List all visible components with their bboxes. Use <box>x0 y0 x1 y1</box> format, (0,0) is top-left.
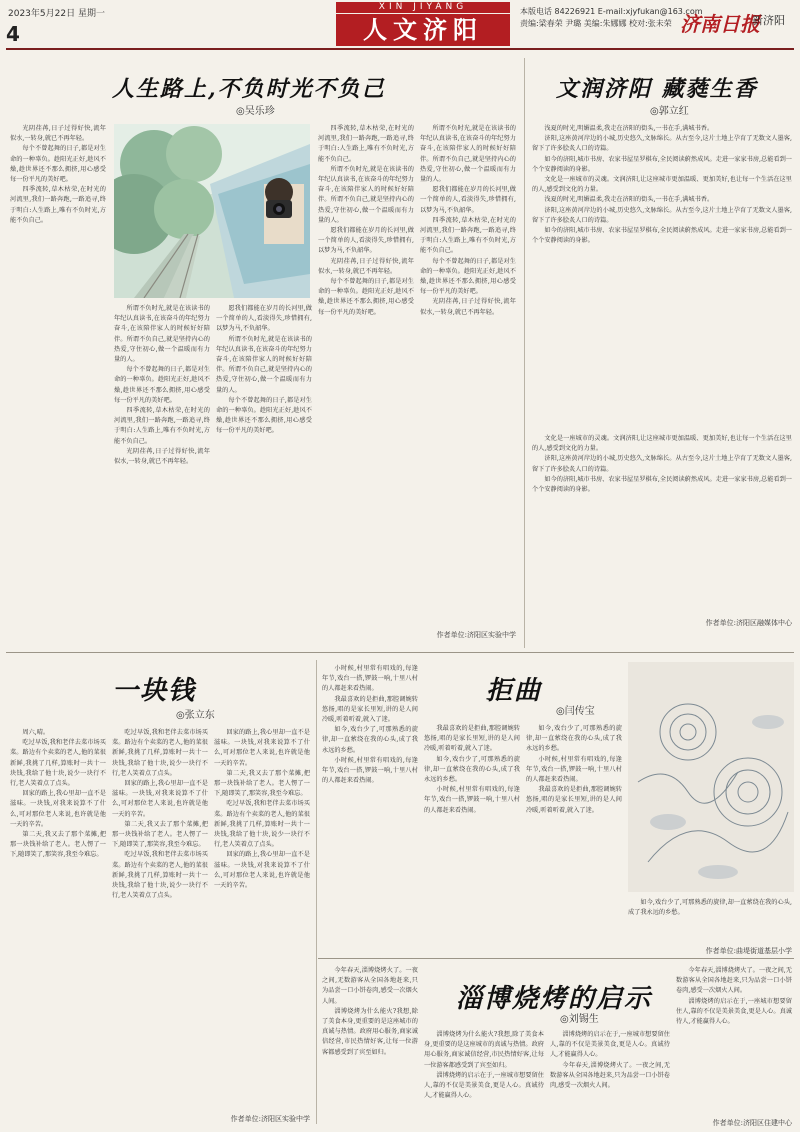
section-title: 人文济阳 <box>336 14 510 46</box>
article-3-col-2 <box>112 728 208 1118</box>
article-1-col-1 <box>10 124 106 644</box>
article-4-col-4 <box>628 898 792 944</box>
article-1-col-2 <box>114 304 210 644</box>
paragraph: 小时候,村里常有唱戏的,每逢年节,戏台一搭,锣鼓一响,十里八村的人都赶来看热闹。 <box>322 665 418 693</box>
hotline: 本版电话 84226921 E-mail:xjyfukan@163.com <box>520 7 703 16</box>
paragraph: 我最喜欢的是拒曲,那腔调婉转悠扬,唱的是家长里短,讲的是人间冷暖,听着听着,就入了迷。 <box>322 695 418 724</box>
paragraph: 如今的济阳,城市书房、农家书屋星罗棋布,全民阅读蔚然成风。走进一家家书房,总能看到一个个安静阅读的身影。 <box>532 155 792 173</box>
article-3-title: 一块钱 <box>112 676 197 706</box>
paragraph: 第二天,我又去了那个菜摊,把那一块钱补给了老人。老人愣了一下,随即笑了,那笑容,我至今难忘。 <box>214 769 310 798</box>
paragraph: 愿我们都能在岁月的长河里,做一个简单的人,看淡得失,珍惜拥有,以梦为马,不负韶华。 <box>216 305 312 333</box>
article-5-col-4 <box>676 966 792 1116</box>
newspaper-logo-sub: 新济阳 <box>752 14 785 27</box>
article-2-title: 文润济阳 藏蕤生香 <box>556 76 758 102</box>
paragraph: 今年春天,淄博烧烤火了。一夜之间,无数游客从全国各地赶来,只为品尝一口小饼卷肉,感受一次烟火人间。 <box>322 967 418 1005</box>
paragraph: 吃过早饭,我和老伴去菜市场买菜。路边有个卖菜的老人,他的菜很新鲜,我挑了几样,算账时一共十一块钱,我给了他十块,说少一块行不行,老人笑着点了点头。 <box>112 729 208 777</box>
article-4-title: 拒曲 <box>486 676 543 706</box>
newspaper-logo: 济南日报 <box>680 12 760 36</box>
paragraph: 如今,戏台少了,可那熟悉的旋律,却一直萦绕在我的心头,成了我永远的乡愁。 <box>424 755 520 784</box>
paragraph: 淄博烧烤为什么能火?我想,除了美食本身,更重要的是这座城市的真诚与热情。政府用心服务,商家诚信经营,市民热情好客,让每一位游客都感受到了宾至如归。 <box>424 1031 544 1069</box>
paragraph: 所谓不负时光,就是在该读书的年纪认真读书,在该奋斗的年纪努力奋斗,在该陪伴家人的时候好好陪伴。所谓不负自己,就是坚持内心的热爱,守住初心,做一个温暖而有力量的人。 <box>114 305 210 364</box>
paragraph: 第二天,我又去了那个菜摊,把那一块钱补给了老人。老人愣了一下,随即笑了,那笑容,我至今难忘。 <box>10 831 106 859</box>
paragraph: 浅夏的时光,明媚温柔,我走在济阳的街头,一书在手,满城书香。 <box>544 196 714 204</box>
column-divider <box>524 58 525 648</box>
contact-info <box>520 6 703 30</box>
paragraph: 吃过早饭,我和老伴去菜市场买菜。路边有个卖菜的老人,他的菜很新鲜,我挑了几样,算账时一共十一块钱,我给了他十块,说少一块行不行,老人笑着点了点头。 <box>112 851 208 900</box>
paragraph: 光阴荏苒,日子过得好快,流年似水,一转身,就已不再年轻。 <box>10 125 106 143</box>
article-4-author: ◎闫传宝 <box>556 706 595 717</box>
article-4-col-1 <box>322 664 418 944</box>
paragraph: 小时候,村里常有唱戏的,每逢年节,戏台一搭,锣鼓一响,十里八村的人都赶来看热闹。 <box>322 756 418 785</box>
paragraph: 淄博烧烤的启示在于,一座城市想要留住人,靠的不仅是美景美食,更是人心。真诚待人,才能赢得人心。 <box>676 997 792 1026</box>
flower-icon <box>628 662 794 892</box>
article-3-author: ◎张立东 <box>176 710 215 721</box>
article-1-col-5 <box>420 124 516 628</box>
paragraph: 每个不曾起舞的日子,都是对生命的一种辜负。趁阳光正好,趁风不燥,趁世界还不那么拥挤,用心感受每一份平凡的美好吧。 <box>114 366 210 404</box>
paragraph: 光阴荏苒,日子过得好快,流年似水,一转身,就已不再年轻。 <box>420 298 516 316</box>
article-5-author: ◎刘锡生 <box>560 1014 599 1025</box>
paragraph: 所谓不负时光,就是在该读书的年纪认真读书,在该奋斗的年纪努力奋斗,在该陪伴家人的时候好好陪伴。所谓不负自己,就是坚持内心的热爱,守住初心,做一个温暖而有力量的人。 <box>318 165 414 224</box>
paragraph: 愿我们都能在岁月的长河里,做一个简单的人,看淡得失,珍惜拥有,以梦为马,不负韶华。 <box>420 186 516 214</box>
paragraph: 如今,戏台少了,可那熟悉的旋律,却一直萦绕在我的心头,成了我永远的乡愁。 <box>322 726 418 754</box>
article-5-title: 淄博烧烤的启示 <box>456 984 653 1014</box>
article-2-col-2 <box>532 434 792 610</box>
paragraph: 四季流转,草木枯荣,在时光的河流里,我们一路奔跑,一路追寻,终于明白:人生路上,唯有不负时光,方能不负自己。 <box>114 407 210 445</box>
article-1-credit: 作者单位:济阳区实验中学 <box>436 631 516 639</box>
paragraph: 吃过早饭,我和老伴去菜市场买菜。路边有个卖菜的老人,他的菜很新鲜,我挑了几样,算账时一共十一块钱,我给了他十块,说少一块行不行,老人笑着点了点头。 <box>10 739 106 788</box>
paragraph: 浅夏的时光,明媚温柔,我走在济阳的街头,一书在手,满城书香。 <box>544 125 714 132</box>
issue-date: 2023年5月22日 星期一 <box>8 9 105 19</box>
article-1-title: 人生路上,不负时光不负己 <box>112 76 386 102</box>
paragraph: 小时候,村里常有唱戏的,每逢年节,戏台一搭,锣鼓一响,十里八村的人都赶来看热闹。 <box>526 755 622 784</box>
paragraph: 济阳,这座黄河岸边的小城,历史悠久,文脉绵长。从古至今,这片土地上孕育了无数文人墨客,留下了许多脍炙人口的诗篇。 <box>532 135 792 153</box>
paragraph: 所谓不负时光,就是在该读书的年纪认真读书,在该奋斗的年纪努力奋斗,在该陪伴家人的时候好好陪伴。所谓不负自己,就是坚持内心的热爱,守住初心,做一个温暖而有力量的人。 <box>420 125 516 184</box>
paragraph: 四季流转,草木枯荣,在时光的河流里,我们一路奔跑,一路追寻,终于明白:人生路上,唯有不负时光,方能不负自己。 <box>10 186 106 224</box>
paragraph: 淄博烧烤的启示在于,一座城市想要留住人,靠的不仅是美景美食,更是人心。真诚待人,才能赢得人心。 <box>550 1031 670 1059</box>
paragraph: 四季流转,草木枯荣,在时光的河流里,我们一路奔跑,一路追寻,终于明白:人生路上,唯有不负时光,方能不负自己。 <box>318 125 414 163</box>
paragraph: 小时候,村里常有唱戏的,每逢年节,戏台一搭,锣鼓一响,十里八村的人都赶来看热闹。 <box>424 786 520 814</box>
article-1-photo <box>114 124 310 298</box>
paragraph: 我最喜欢的是拒曲,那腔调婉转悠扬,唱的是家长里短,讲的是人间冷暖,听着听着,就入了迷。 <box>424 725 520 753</box>
paragraph: 如今的济阳,城市书房、农家书屋星罗棋布,全民阅读蔚然成风。走进一家家书房,总能看到一个个安静阅读的身影。 <box>532 475 792 494</box>
paragraph: 四季流转,草木枯荣,在时光的河流里,我们一路奔跑,一路追寻,终于明白:人生路上,唯有不负时光,方能不负自己。 <box>420 216 516 255</box>
paragraph: 光阴荏苒,日子过得好快,流年似水,一转身,就已不再年轻。 <box>114 447 210 466</box>
floral-decoration <box>628 662 794 892</box>
paragraph: 第二天,我又去了那个菜摊,把那一块钱补给了老人。老人愣了一下,随即笑了,那笑容,我至今难忘。 <box>112 820 208 849</box>
paragraph: 济阳,这座黄河岸边的小城,历史悠久,文脉绵长。从古至今,这片土地上孕育了无数文人墨客,留下了许多脍炙人口的诗篇。 <box>532 206 792 224</box>
paragraph: 每个不曾起舞的日子,都是对生命的一种辜负。趁阳光正好,趁风不燥,趁世界还不那么拥挤,用心感受每一份平凡的美好吧。 <box>216 396 312 435</box>
article-1-author: ◎吴乐珍 <box>236 106 275 117</box>
paragraph: 回家的路上,我心里却一直不是滋味。一块钱,对我来说算不了什么,可对那位老人来说,也许就是他一天的辛苦。 <box>214 851 310 890</box>
article-1-col-3 <box>216 304 312 644</box>
article-3-col-1 <box>10 728 106 1118</box>
paragraph: 济阳,这座黄河岸边的小城,历史悠久,文脉绵长。从古至今,这片土地上孕育了无数文人墨客,留下了许多脍炙人口的诗篇。 <box>532 455 792 473</box>
paragraph: 淄博烧烤的启示在于,一座城市想要留住人,靠的不仅是美景美食,更是人心。真诚待人,才能赢得人心。 <box>424 1071 544 1100</box>
paragraph: 我最喜欢的是拒曲,那腔调婉转悠扬,唱的是家长里短,讲的是人间冷暖,听着听着,就入了迷。 <box>526 786 622 814</box>
paragraph: 回家的路上,我心里却一直不是滋味。一块钱,对我来说算不了什么,可对那位老人来说,也许就是他一天的辛苦。 <box>214 729 310 767</box>
article-3-credit: 作者单位:济阳区实验中学 <box>230 1115 310 1123</box>
paragraph: 如今的济阳,城市书房、农家书屋星罗棋布,全民阅读蔚然成风。走进一家家书房,总能看到一个个安静阅读的身影。 <box>532 227 792 245</box>
article-2-author: ◎郭立红 <box>650 106 689 117</box>
paragraph: 光阴荏苒,日子过得好快,流年似水,一转身,就已不再年轻。 <box>318 257 414 275</box>
article-5-col-3 <box>550 1030 670 1118</box>
paragraph: 回家的路上,我心里却一直不是滋味。一块钱,对我来说算不了什么,可对那位老人来说,也许就是他一天的辛苦。 <box>112 780 208 818</box>
brand-pinyin: XIN JIYANG <box>336 2 510 13</box>
article-1-col-4 <box>318 124 414 628</box>
article-4-credit: 作者单位:曲堤街道基层小学 <box>705 947 792 955</box>
paragraph: 所谓不负时光,就是在该读书的年纪认真读书,在该奋斗的年纪努力奋斗,在该陪伴家人的时候好好陪伴。所谓不负自己,就是坚持内心的热爱,守住初心,做一个温暖而有力量的人。 <box>216 335 312 394</box>
paragraph: 今年春天,淄博烧烤火了。一夜之间,无数游客从全国各地赶来,只为品尝一口小饼卷肉,感受一次烟火人间。 <box>676 967 792 995</box>
paragraph: 回家的路上,我心里却一直不是滋味。一块钱,对我来说算不了什么,可对那位老人来说,也许就是他一天的辛苦。 <box>10 790 106 828</box>
staff-list: 责编:梁春荣 尹璐 美编:朱娜娜 校对:张未荣 <box>520 19 672 28</box>
article-2-credit: 作者单位:济阳区融媒体中心 <box>705 619 792 627</box>
article-5-col-1 <box>322 966 418 1116</box>
article-4-col-3 <box>526 724 622 944</box>
article-5-credit: 作者单位:济阳区住建中心 <box>712 1119 792 1127</box>
paragraph: 周六,晴。 <box>22 729 50 736</box>
paragraph: 每个不曾起舞的日子,都是对生命的一种辜负。趁阳光正好,趁风不燥,趁世界还不那么拥挤,用心感受每一份平凡的美好吧。 <box>420 257 516 296</box>
paragraph: 淄博烧烤为什么能火?我想,除了美食本身,更重要的是这座城市的真诚与热情。政府用心服务,商家诚信经营,市民热情好客,让每一位游客都感受到了宾至如归。 <box>322 1007 418 1056</box>
paragraph: 如今,戏台少了,可那熟悉的旋律,却一直萦绕在我的心头,成了我永远的乡愁。 <box>526 725 622 753</box>
article-5-col-2 <box>424 1030 544 1118</box>
section-divider <box>6 652 794 653</box>
page-number: 4 <box>6 22 20 46</box>
train-photo-illustration <box>114 124 310 298</box>
paragraph: 文化是一座城市的灵魂。文润济阳,让这座城市更加温暖、更加美好,也让每一个生活在这里的人,感受到文化的力量。 <box>532 435 792 453</box>
column-divider <box>316 660 317 1124</box>
article-4-col-2 <box>424 724 520 944</box>
paragraph: 每个不曾起舞的日子,都是对生命的一种辜负。趁阳光正好,趁风不燥,趁世界还不那么拥挤,用心感受每一份平凡的美好吧。 <box>10 145 106 184</box>
paragraph: 吃过早饭,我和老伴去菜市场买菜。路边有个卖菜的老人,他的菜很新鲜,我挑了几样,算账时一共十一块钱,我给了他十块,说少一块行不行,老人笑着点了点头。 <box>214 800 310 849</box>
paragraph: 文化是一座城市的灵魂。文润济阳,让这座城市更加温暖、更加美好,也让每一个生活在这里的人,感受到文化的力量。 <box>532 176 792 194</box>
article-2-col-1 <box>532 124 792 430</box>
paragraph: 每个不曾起舞的日子,都是对生命的一种辜负。趁阳光正好,趁风不燥,趁世界还不那么拥挤,用心感受每一份平凡的美好吧。 <box>318 278 414 316</box>
section-divider <box>318 958 794 959</box>
paragraph: 愿我们都能在岁月的长河里,做一个简单的人,看淡得失,珍惜拥有,以梦为马,不负韶华。 <box>318 227 414 255</box>
paragraph: 如今,戏台少了,可那熟悉的旋律,却一直萦绕在我的心头,成了我永远的乡愁。 <box>628 899 792 917</box>
article-3-col-3 <box>214 728 310 1118</box>
paragraph: 今年春天,淄博烧烤火了。一夜之间,无数游客从全国各地赶来,只为品尝一口小饼卷肉,感受一次烟火人间。 <box>550 1061 670 1090</box>
masthead-rule <box>6 48 794 50</box>
